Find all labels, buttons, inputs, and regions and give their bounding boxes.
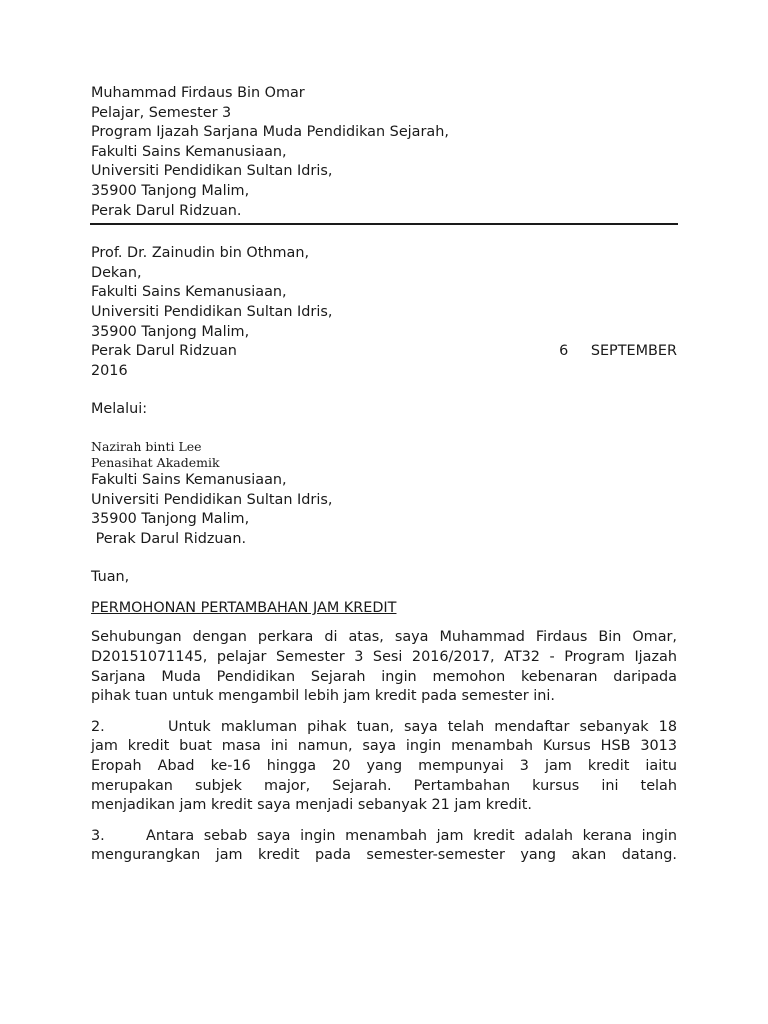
paragraph-2-line-2: jam kredit buat masa ini namun, saya ingin menambah Kursus HSB 3013	[91, 738, 677, 755]
via-label: Melalui:	[91, 401, 148, 418]
via-title: Penasihat Akademik	[91, 454, 220, 470]
paragraph-3	[91, 827, 677, 866]
sender-program: Program Ijazah Sarjana Muda Pendidikan Sejarah,	[91, 124, 449, 141]
salutation: Tuan,	[91, 569, 130, 586]
recipient-state: Perak Darul Ridzuan	[91, 343, 237, 360]
paragraph-2-line-3: Eropah Abad ke-16 hingga 20 yang mempunyai 3 jam kredit iaitu	[91, 758, 677, 775]
paragraph-3-line-1-text: Antara sebab saya ingin menambah jam kredit adalah kerana ingin	[146, 827, 677, 844]
paragraph-2-line-4: merupakan subjek major, Sejarah. Pertambahan kursus ini telah	[91, 777, 677, 794]
paragraph-3-line-1	[91, 827, 677, 847]
sender-block	[91, 84, 677, 221]
via-name: Nazirah binti Lee	[91, 438, 202, 454]
sender-university: Universiti Pendidikan Sultan Idris,	[91, 163, 333, 180]
via-university: Universiti Pendidikan Sultan Idris,	[91, 491, 333, 508]
paragraph-1-line-4: pihak tuan untuk mengambil lebih jam kredit pada semester ini.	[91, 688, 555, 705]
letter-page	[91, 84, 677, 866]
paragraph-1-line-1: Sehubungan dengan perkara di atas, saya Muhammad Firdaus Bin Omar,	[91, 629, 677, 646]
sender-name: Muhammad Firdaus Bin Omar	[91, 85, 305, 101]
sender-postcode-city: 35900 Tanjong Malim,	[91, 182, 250, 199]
recipient-faculty: Fakulti Sains Kemanusiaan,	[91, 284, 287, 301]
recipient-postcode-city: 35900 Tanjong Malim,	[91, 323, 250, 340]
sender-state: Perak Darul Ridzuan.	[91, 202, 242, 219]
via-state: Perak Darul Ridzuan.	[91, 530, 247, 547]
letter-subject: PERMOHONAN PERTAMBAHAN JAM KREDIT	[91, 599, 397, 616]
recipient-university: Universiti Pendidikan Sultan Idris,	[91, 303, 333, 320]
via-block	[91, 400, 677, 549]
recipient-title: Dekan,	[91, 264, 142, 281]
paragraph-1	[91, 628, 677, 706]
paragraph-2-line-5: menjadikan jam kredit saya menjadi sebanyak 21 jam kredit.	[91, 797, 532, 814]
paragraph-2-line-1-text: Untuk makluman pihak tuan, saya telah mendaftar sebanyak 18	[168, 718, 677, 735]
paragraph-2-number: 2.	[91, 718, 105, 735]
paragraph-3-number: 3.	[91, 827, 105, 844]
letter-date-year: 2016	[91, 362, 128, 379]
state-date-line	[91, 342, 677, 362]
recipient-block	[91, 244, 677, 381]
via-postcode-city: 35900 Tanjong Malim,	[91, 511, 250, 528]
letter-date-day-month: 6 SEPTEMBER	[559, 343, 677, 360]
paragraph-1-line-3: Sarjana Muda Pendidikan Sejarah ingin memohon kebenaran daripada	[91, 668, 677, 685]
header-divider	[90, 223, 678, 225]
paragraph-1-line-2: D20151071145, pelajar Semester 3 Sesi 2016/2017, AT32 - Program Ijazah	[91, 649, 677, 666]
sender-faculty: Fakulti Sains Kemanusiaan,	[91, 143, 287, 160]
via-faculty: Fakulti Sains Kemanusiaan,	[91, 471, 287, 488]
paragraph-3-line-2: mengurangkan jam kredit pada semester-semester yang akan datang.	[91, 847, 677, 864]
sender-status: Pelajar, Semester 3	[91, 104, 232, 121]
paragraph-2-line-1	[91, 718, 677, 738]
paragraph-2	[91, 718, 677, 816]
recipient-name: Prof. Dr. Zainudin bin Othman,	[91, 245, 310, 262]
